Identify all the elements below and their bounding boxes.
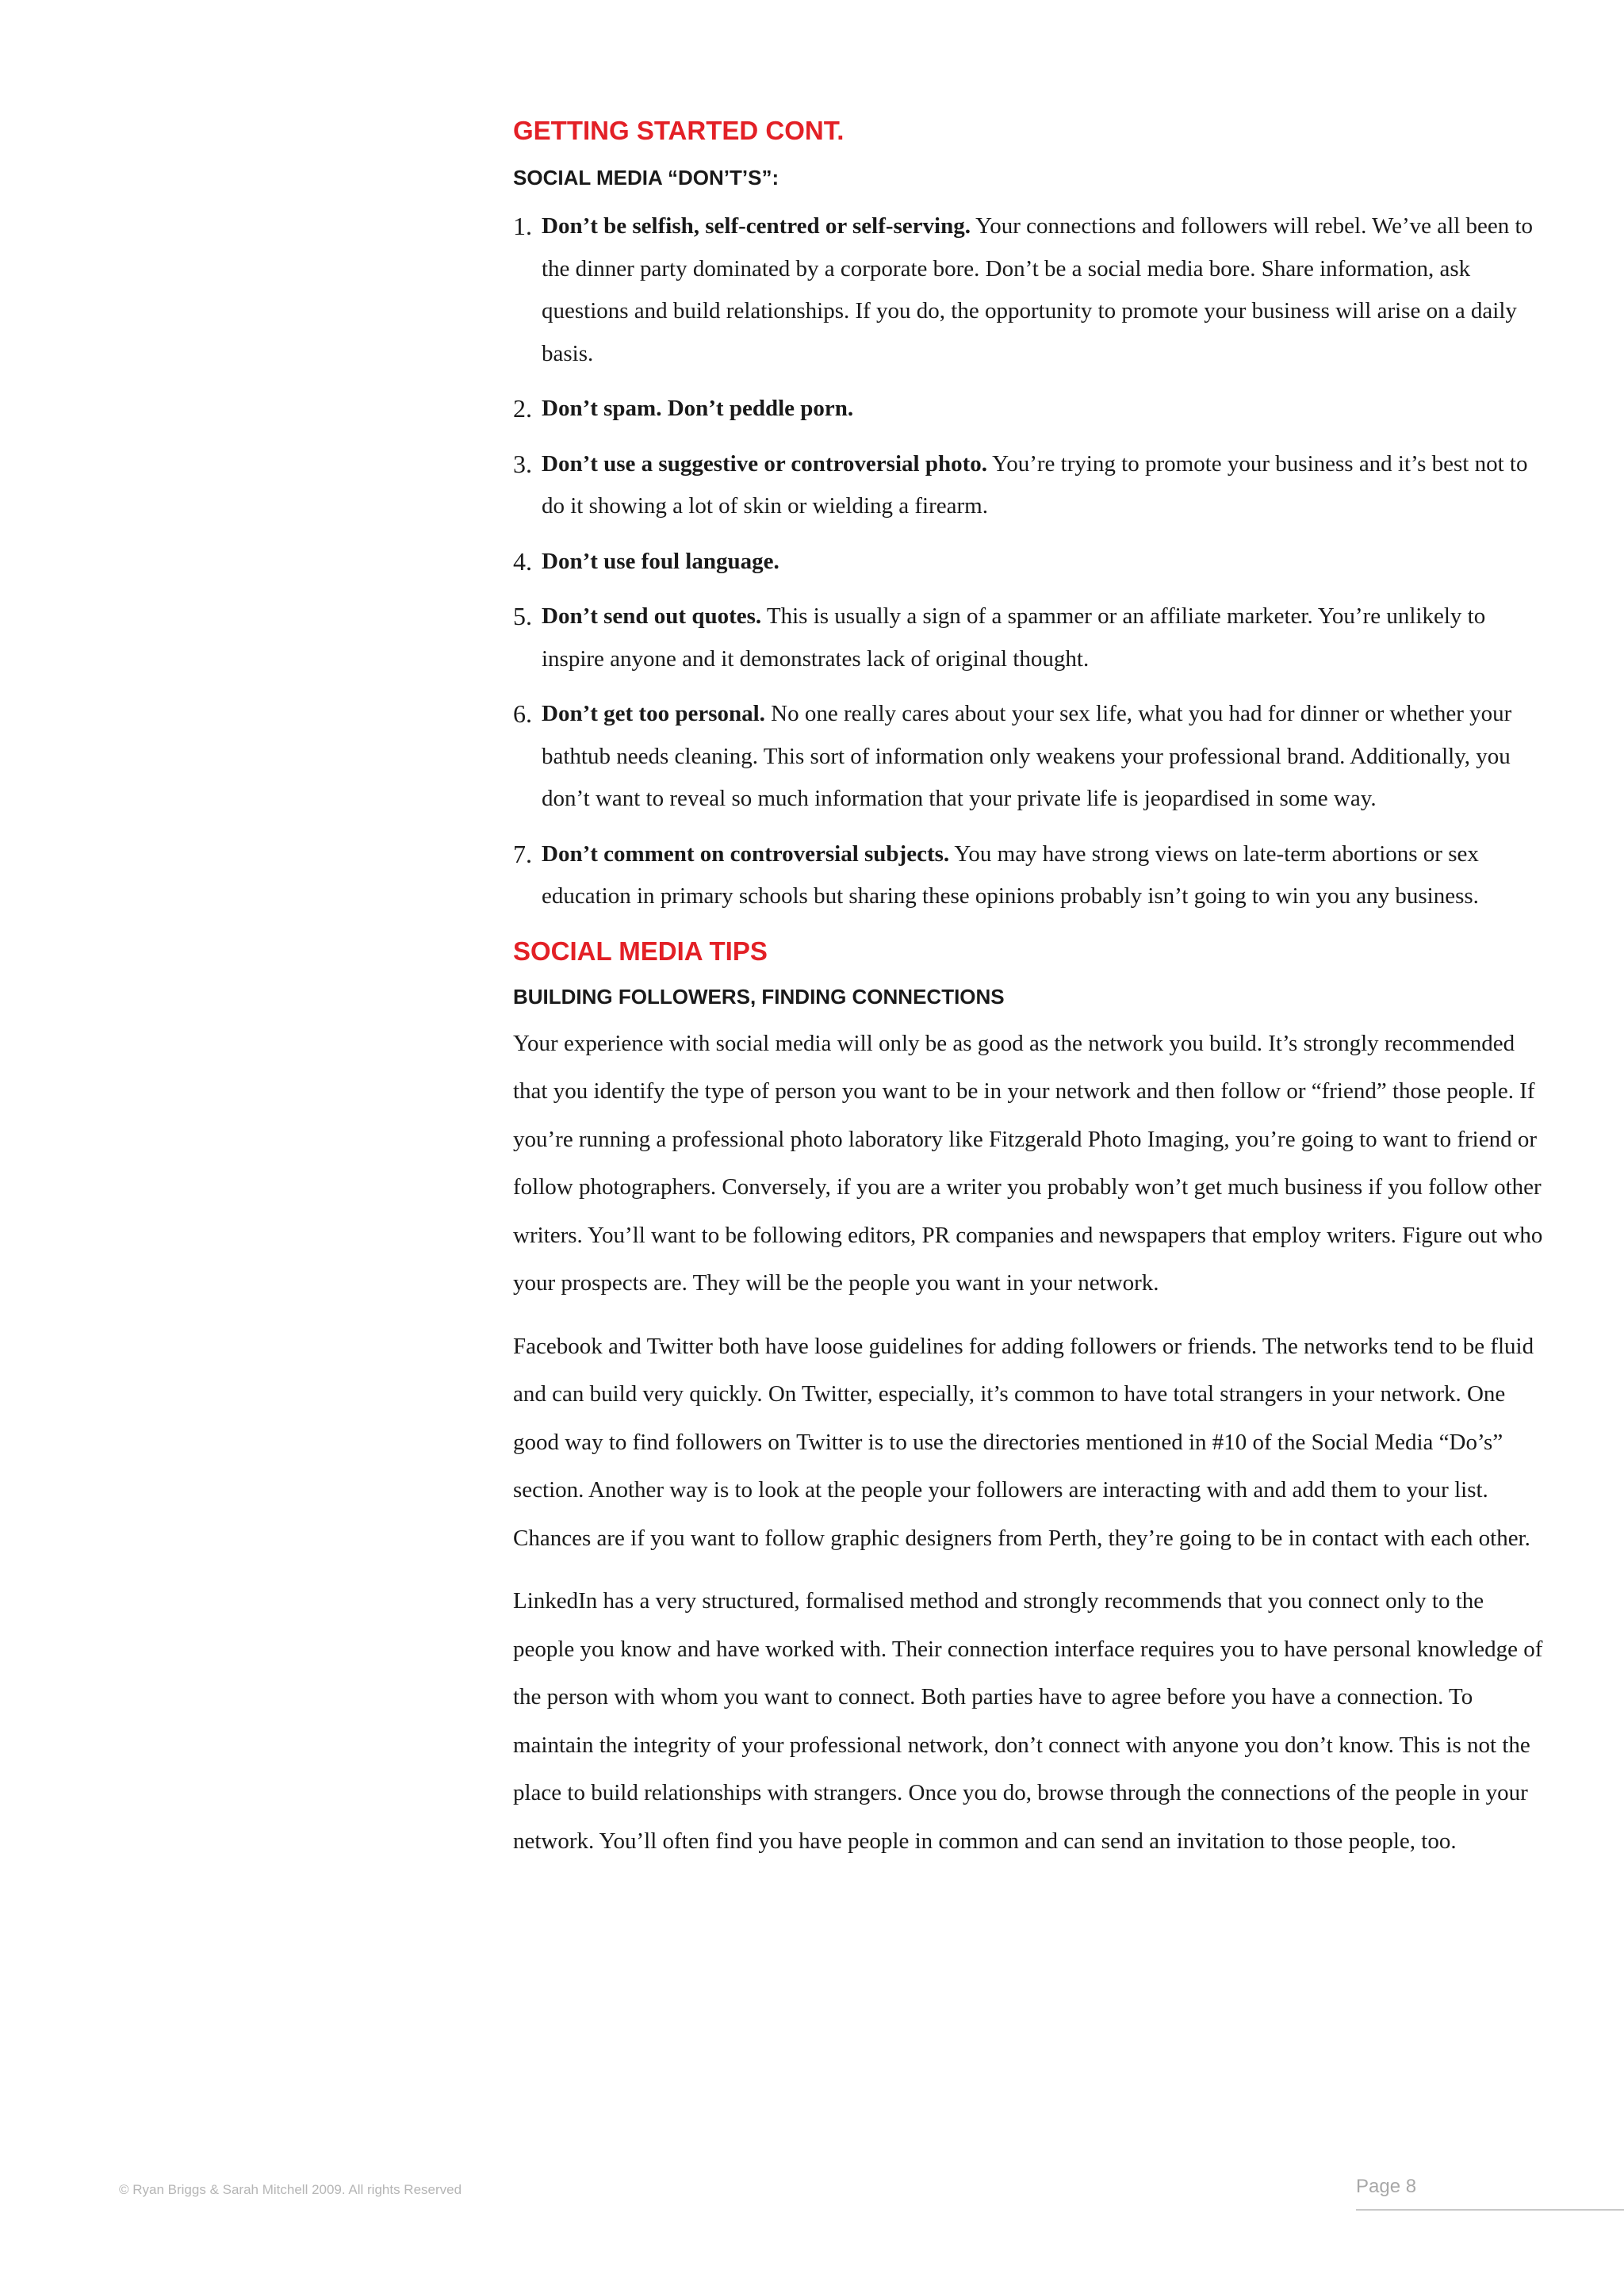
section-title-getting-started: GETTING STARTED CONT. bbox=[513, 116, 845, 145]
list-item-text bbox=[542, 443, 1544, 528]
list-item bbox=[513, 595, 1544, 680]
footer-divider bbox=[1356, 2209, 1624, 2211]
list-item-lead: Don’t be selfish, self-centred or self-serving. bbox=[542, 213, 971, 239]
paragraph-network: Your experience with social media will only be as good as the network you build. It’s strongly recommended that you identify the type of person you want to be in your network and then follow or “friend” those people. If you’re running a professional photo laboratory like Fitzgerald Photo Imaging, you’re going to want to friend or follow photographers. Conversely, if you are a writer you probably won’t get much business if you follow other writers. You’ll want to be following editors, PR companies and newspapers that employ writers. Figure out who your prospects are. They will be the people you want in your network. bbox=[513, 1030, 1543, 1296]
donts-list bbox=[513, 205, 1544, 918]
list-item-number: 1. bbox=[513, 212, 532, 240]
list-item-number: 6. bbox=[513, 699, 532, 728]
list-item-lead: Don’t use foul language. bbox=[542, 548, 779, 574]
list-item bbox=[513, 693, 1544, 821]
list-item-lead: Don’t spam. Don’t peddle porn. bbox=[542, 396, 854, 421]
page-content bbox=[513, 107, 1544, 1865]
list-item-text bbox=[542, 388, 1544, 431]
list-item-number: 2. bbox=[513, 394, 532, 423]
list-item-text bbox=[542, 205, 1544, 375]
list-item-body: You’re trying to promote your business and it’s best not to do it showing a lot of skin or wielding a firearm. bbox=[542, 450, 1528, 519]
list-item-number: 7. bbox=[513, 839, 532, 868]
list-item bbox=[513, 833, 1544, 918]
paragraph-facebook-twitter: Facebook and Twitter both have loose guidelines for adding followers or friends. The networks tend to be fluid and can build very quickly. On Twitter, especially, it’s common to have total strangers in your network. One good way to find followers on Twitter is to use the directories mentioned in #10 of the Social Media “Do’s” section. Another way is to look at the people your followers are interacting with and add them to your list. Chances are if you want to follow graphic designers from Perth, they’re going to be in contact with each other. bbox=[513, 1333, 1534, 1551]
page-number: Page 8 bbox=[1356, 2176, 1417, 2197]
section-title-social-media-tips: SOCIAL MEDIA TIPS bbox=[513, 936, 768, 966]
subheading-donts: SOCIAL MEDIA “DON’T’S”: bbox=[513, 166, 779, 190]
list-item-text bbox=[542, 541, 1544, 584]
list-item-lead: Don’t comment on controversial subjects. bbox=[542, 840, 950, 867]
list-item-text bbox=[542, 693, 1544, 821]
subheading-building-followers: BUILDING FOLLOWERS, FINDING CONNECTIONS bbox=[513, 984, 1005, 1009]
paragraph-linkedin: LinkedIn has a very structured, formalised method and strongly recommends that you connect only to the people you know and have worked with. Their connection interface requires you to have personal knowledge of the person with whom you want to connect. Both parties have to agree before you have a connection. To maintain the integrity of your professional network, don’t connect with anyone you don’t know. This is not the place to build relationships with strangers. Once you do, browse through the connections of the people in your network. You’ll often find you have people in common and can send an invitation to those people, too. bbox=[513, 1588, 1543, 1854]
list-item-body: You may have strong views on late-term abortions or sex education in primary schools but sharing these opinions probably isn’t going to win you any business. bbox=[542, 840, 1479, 909]
list-item-body: This is usually a sign of a spammer or an affiliate marketer. You’re unlikely to inspire anyone and it demonstrates lack of original thought. bbox=[542, 603, 1486, 672]
list-item-text bbox=[542, 595, 1544, 680]
list-item-body: No one really cares about your sex life, what you had for dinner or whether your bathtub needs cleaning. This sort of information only weakens your professional brand. Additionally, you don’t want to reveal so much information that your private life is jeopardised in some way. bbox=[542, 701, 1512, 811]
list-item bbox=[513, 388, 1544, 431]
list-item bbox=[513, 205, 1544, 375]
list-item-lead: Don’t send out quotes. bbox=[542, 603, 762, 629]
list-item-body: Your connections and followers will rebel. We’ve all been to the dinner party dominated by a corporate bore. Don’t be a social media bore. Share information, ask questions and build relationships. If you do, the opportunity to promote your business will arise on a daily basis. bbox=[542, 213, 1534, 366]
list-item-lead: Don’t get too personal. bbox=[542, 701, 765, 726]
list-item-number: 4. bbox=[513, 546, 532, 576]
list-item bbox=[513, 443, 1544, 528]
list-item-number: 3. bbox=[513, 449, 532, 478]
list-item-text bbox=[542, 833, 1544, 918]
list-item-number: 5. bbox=[513, 602, 532, 630]
list-item bbox=[513, 541, 1544, 584]
list-item-lead: Don’t use a suggestive or controversial photo. bbox=[542, 450, 987, 477]
footer-copyright: © Ryan Briggs & Sarah Mitchell 2009. All rights Reserved bbox=[119, 2182, 462, 2197]
